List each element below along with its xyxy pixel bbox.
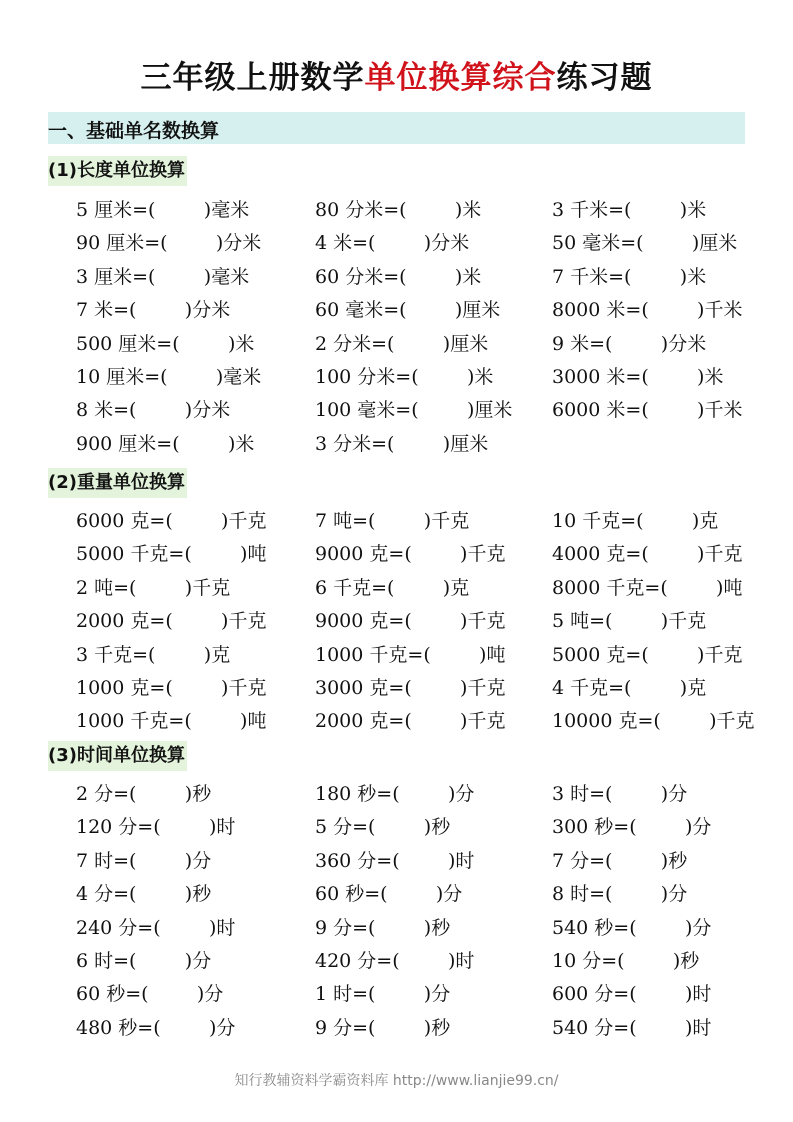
exercise-item: 90 厘米=( )分米 xyxy=(76,232,262,255)
exercise-item: 6000 克=( )千克 xyxy=(76,510,267,532)
exercise-item: 2 吨=( )千克 xyxy=(76,576,231,599)
exercise-item: 6 千克=( )克 xyxy=(315,576,470,599)
exercise-item: 540 分=( )时 xyxy=(552,1016,712,1039)
exercise-item: 100 分米=( )米 xyxy=(315,366,494,388)
exercise-item: 7 千米=( )米 xyxy=(552,265,707,288)
exercise-item: 60 毫米=( )厘米 xyxy=(315,299,501,322)
exercise-item: 8 时=( )分 xyxy=(552,883,688,906)
exercise-item: 7 分=( )秒 xyxy=(552,849,688,872)
exercise-item: 50 毫米=( )厘米 xyxy=(552,232,738,255)
exercise-item: 3 千克=( )克 xyxy=(76,643,231,666)
exercise-item: 60 分米=( )米 xyxy=(315,265,482,288)
exercise-item: 10 分=( )秒 xyxy=(552,950,700,972)
exercise-item: 240 分=( )时 xyxy=(76,916,236,939)
subsection-heading: (3)时间单位换算 xyxy=(48,741,187,771)
subsection-heading: (1)长度单位换算 xyxy=(48,156,187,186)
exercise-item: 4 千克=( )克 xyxy=(552,677,707,699)
exercise-item: 10000 克=( )千克 xyxy=(552,710,755,733)
exercise-item: 5 厘米=( )毫米 xyxy=(76,199,250,221)
exercise-item: 6 时=( )分 xyxy=(76,950,212,972)
exercise-item: 6000 米=( )千米 xyxy=(552,399,743,422)
exercise-item: 60 秒=( )分 xyxy=(76,983,224,1006)
exercise-item: 8 米=( )分米 xyxy=(76,399,231,422)
exercise-item: 600 分=( )时 xyxy=(552,983,712,1006)
exercise-item: 5 分=( )秒 xyxy=(315,816,451,839)
exercise-item: 120 分=( )时 xyxy=(76,816,236,839)
exercise-item: 1000 千克=( )吨 xyxy=(76,710,267,733)
exercise-item: 5 吨=( )千克 xyxy=(552,610,707,633)
exercise-item: 60 秒=( )分 xyxy=(315,883,463,906)
exercise-item: 2000 克=( )千克 xyxy=(315,710,506,733)
exercise-item: 9000 克=( )千克 xyxy=(315,610,506,633)
exercise-item: 9 米=( )分米 xyxy=(552,332,707,355)
exercise-item: 7 吨=( )千克 xyxy=(315,510,470,532)
title-highlight: 单位换算综合 xyxy=(364,60,557,96)
exercise-item: 100 毫米=( )厘米 xyxy=(315,399,513,422)
exercise-item: 500 厘米=( )米 xyxy=(76,332,255,355)
exercise-item: 4 分=( )秒 xyxy=(76,883,212,906)
exercise-item: 7 米=( )分米 xyxy=(76,299,231,322)
title-part3: 练习题 xyxy=(556,60,653,96)
exercise-item: 300 秒=( )分 xyxy=(552,816,712,839)
exercise-item: 5000 千克=( )吨 xyxy=(76,543,267,566)
exercise-item: 480 秒=( )分 xyxy=(76,1016,236,1039)
exercise-item: 8000 米=( )千米 xyxy=(552,299,743,322)
exercise-item: 540 秒=( )分 xyxy=(552,916,712,939)
exercise-item: 9000 克=( )千克 xyxy=(315,543,506,566)
exercise-item: 4 米=( )分米 xyxy=(315,232,470,255)
footer-watermark: 知行教辅资料学霸资料库 http://www.lianjie99.cn/ xyxy=(234,1073,559,1089)
exercise-item: 360 分=( )时 xyxy=(315,849,475,872)
section-header xyxy=(48,112,745,144)
exercise-item: 3 分米=( )厘米 xyxy=(315,432,489,455)
exercise-item: 5000 克=( )千克 xyxy=(552,643,743,666)
page-title xyxy=(0,52,793,97)
subsection-heading: (2)重量单位换算 xyxy=(48,468,187,498)
exercise-item: 80 分米=( )米 xyxy=(315,199,482,221)
section-title: 一、基础单名数换算 xyxy=(48,120,220,142)
title-part1: 三年级上册数学 xyxy=(140,60,365,96)
exercise-item: 3 厘米=( )毫米 xyxy=(76,265,250,288)
exercise-item: 10 千克=( )克 xyxy=(552,510,719,532)
exercise-item: 2 分=( )秒 xyxy=(76,783,212,805)
exercise-item: 4000 克=( )千克 xyxy=(552,543,743,566)
exercise-item: 3 千米=( )米 xyxy=(552,199,707,221)
exercise-item: 7 时=( )分 xyxy=(76,849,212,872)
exercise-item: 420 分=( )时 xyxy=(315,950,475,972)
exercise-item: 900 厘米=( )米 xyxy=(76,432,255,455)
exercise-item: 9 分=( )秒 xyxy=(315,916,451,939)
exercise-item: 9 分=( )秒 xyxy=(315,1016,451,1039)
exercise-item: 1000 千克=( )吨 xyxy=(315,643,506,666)
exercise-item: 180 秒=( )分 xyxy=(315,783,475,805)
exercise-item: 1000 克=( )千克 xyxy=(76,677,267,699)
exercise-item: 3000 米=( )米 xyxy=(552,366,724,388)
exercise-item: 1 时=( )分 xyxy=(315,983,451,1006)
exercise-item: 2 分米=( )厘米 xyxy=(315,332,489,355)
exercise-item: 3 时=( )分 xyxy=(552,783,688,805)
exercise-item: 3000 克=( )千克 xyxy=(315,677,506,699)
exercise-item: 2000 克=( )千克 xyxy=(76,610,267,633)
exercise-item: 8000 千克=( )吨 xyxy=(552,576,743,599)
exercise-item: 10 厘米=( )毫米 xyxy=(76,366,262,388)
